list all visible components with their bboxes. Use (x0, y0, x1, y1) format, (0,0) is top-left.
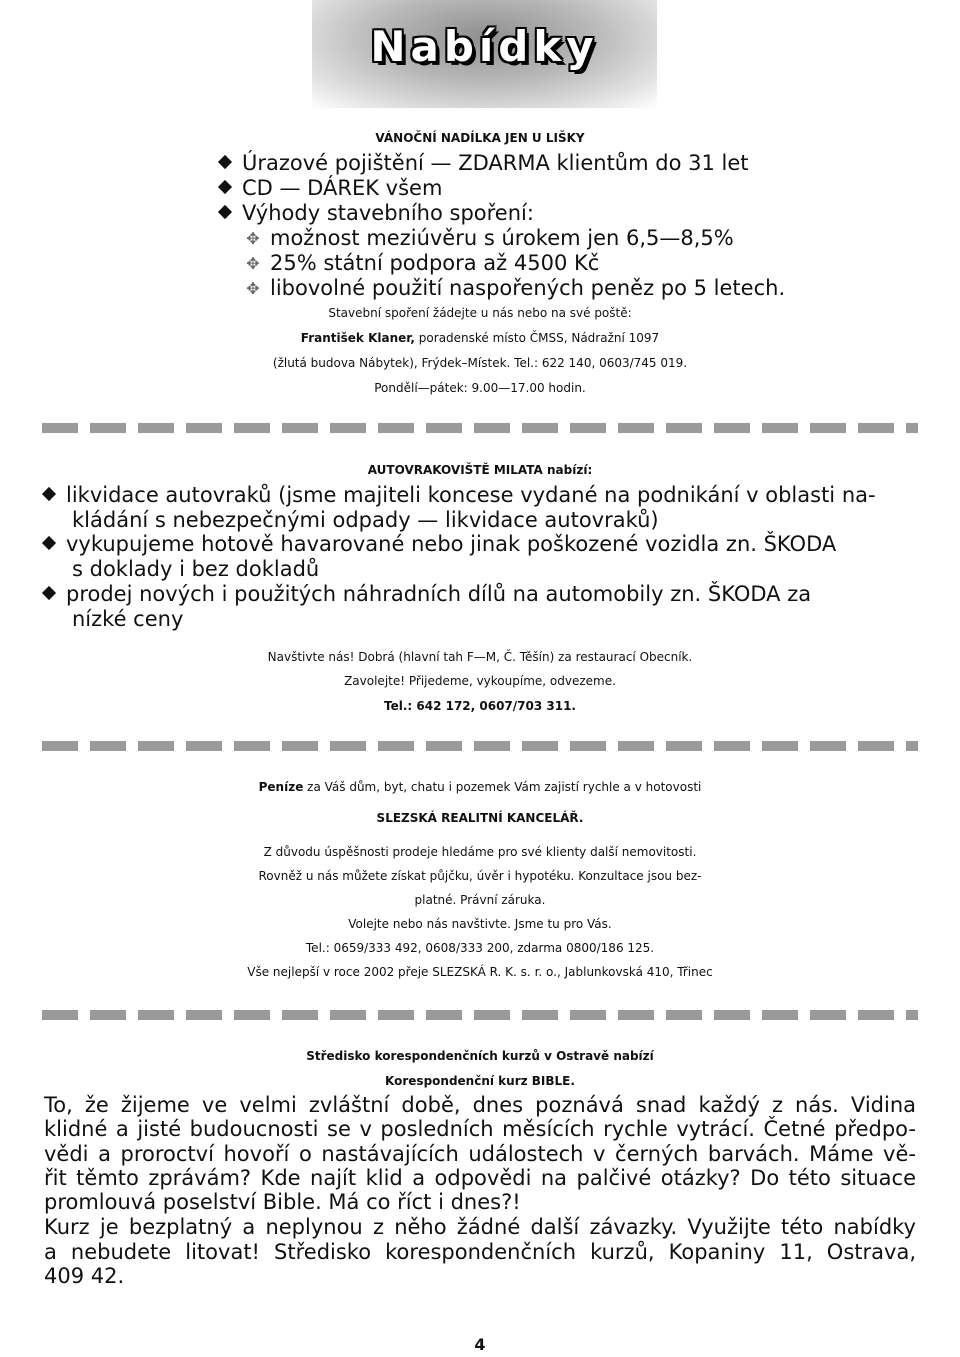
diamond-bullet-icon (42, 536, 56, 550)
sub-list-item: ✥ možnost meziúvěru s úrokem jen 6,5—8,5% (244, 226, 734, 251)
emphasis-text: Peníze (258, 780, 304, 794)
body-text: Zavolejte! Přijedeme, vykoupíme, odvezeme. (344, 674, 616, 688)
page-title: Nabídky (370, 22, 599, 71)
list-item: Výhody stavebního spoření: (220, 201, 534, 225)
paragraph-line: řit těmto zprávám? Kde najít klid a odpovědi na palčivé otázky? Do této situace (44, 1166, 916, 1190)
body-text: Volejte nebo nás navštivte. Jsme tu pro Vás. (348, 917, 612, 931)
body-text: Vše nejlepší v roce 2002 přeje SLEZSKÁ R. K. s. r. o., Jablunkovská 410, Třinec (247, 965, 713, 979)
diamond-bullet-icon (42, 586, 56, 600)
body-text: Navštivte nás! Dobrá (hlavní tah F—M, Č. Těšín) za restaurací Obecník. (267, 650, 693, 664)
paragraph-line: To, že žijeme ve velmi zvláštní době, dnes poznává snad každý z nás. Vidina (44, 1093, 916, 1117)
page-number: 4 (474, 1335, 486, 1354)
list-item: likvidace autovraků (jsme majiteli koncese vydané na podnikání v oblasti na- (44, 483, 876, 507)
phone-numbers: Tel.: 0659/333 492, 0608/333 200, zdarma 0800/186 125. (305, 941, 655, 955)
company-name: SLEZSKÁ REALITNÍ KANCELÁŘ. (376, 811, 584, 825)
star-bullet-icon: ✥ (246, 254, 260, 273)
star-bullet-icon: ✥ (246, 229, 260, 248)
list-item: prodej nových i použitých náhradních dílů na automobily zn. ŠKODA za (44, 582, 811, 606)
body-text: Rovněž u nás můžete získat půjčku, úvěr i hypotéku. Konzultace jsou bez- (258, 869, 702, 883)
list-item: vykupujeme hotově havarované nebo jinak poškozené vozidla zn. ŠKODA (44, 532, 836, 556)
list-item-continuation: nízké ceny (72, 607, 184, 631)
list-item: CD — DÁREK všem (220, 176, 442, 200)
sub-list-item: ✥ libovolné použití naspořených peněz po 5 letech. (244, 276, 785, 301)
star-bullet-icon: ✥ (246, 279, 260, 298)
body-text: platné. Právní záruka. (414, 893, 546, 907)
dashed-separator (42, 1010, 918, 1020)
list-item: Úrazové pojištění — ZDARMA klientům do 31 let (220, 151, 748, 175)
body-text: Stavební spoření žádejte u nás nebo na své poště: (328, 306, 632, 320)
contact-name: František Klaner, (300, 331, 415, 345)
paragraph-line: a nebudete litovat! Středisko korespondenčních kurzů, Kopaniny 11, Ostrava, (44, 1240, 916, 1264)
paragraph-line: klidné a jisté budoucnosti se v posledních měsících rychle vytrácí. Četné předpo- (44, 1117, 916, 1141)
diamond-bullet-icon (218, 155, 232, 169)
list-item-continuation: kládání s nebezpečnými odpady — likvidace autovraků) (72, 508, 659, 532)
section-heading: Středisko korespondenčních kurzů v Ostravě nabízí (306, 1049, 654, 1063)
paragraph-line: Kurz je bezplatný a neplynou z něho žádné další závazky. Využijte této nabídky (44, 1215, 916, 1239)
opening-hours: Pondělí—pátek: 9.00—17.00 hodin. (374, 381, 586, 395)
dashed-separator (42, 741, 918, 751)
section-heading: VÁNOČNÍ NADÍLKA JEN U LIŠKY (375, 131, 585, 145)
diamond-bullet-icon (218, 205, 232, 219)
body-text: Z důvodu úspěšnosti prodeje hledáme pro své klienty další nemovitosti. (263, 845, 697, 859)
body-text: (žlutá budova Nábytek), Frýdek–Místek. Tel.: 622 140, 0603/745 019. (272, 356, 688, 370)
diamond-bullet-icon (218, 180, 232, 194)
paragraph-line: vědi a proroctví hovoří o nastávajících událostech v černých barvách. Máme vě- (44, 1142, 916, 1166)
phone-numbers: Tel.: 642 172, 0607/703 311. (383, 699, 576, 713)
dashed-separator (42, 423, 918, 433)
list-item-continuation: s doklady i bez dokladů (72, 557, 320, 581)
body-text: František Klaner, poradenské místo ČMSS, Nádražní 1097 (300, 331, 660, 345)
body-text: Peníze za Váš dům, byt, chatu i pozemek Vám zajistí rychle a v hotovosti (258, 780, 702, 794)
paragraph-line: 409 42. (44, 1264, 125, 1288)
paragraph-line: promlouvá poselství Bible. Má co říct i dnes?! (44, 1190, 521, 1214)
section-subheading: Korespondenční kurz BIBLE. (385, 1074, 575, 1088)
sub-list-item: ✥ 25% státní podpora až 4500 Kč (244, 251, 599, 276)
section-heading: AUTOVRAKOVIŠTĚ MILATA nabízí: (367, 463, 593, 477)
diamond-bullet-icon (42, 487, 56, 501)
